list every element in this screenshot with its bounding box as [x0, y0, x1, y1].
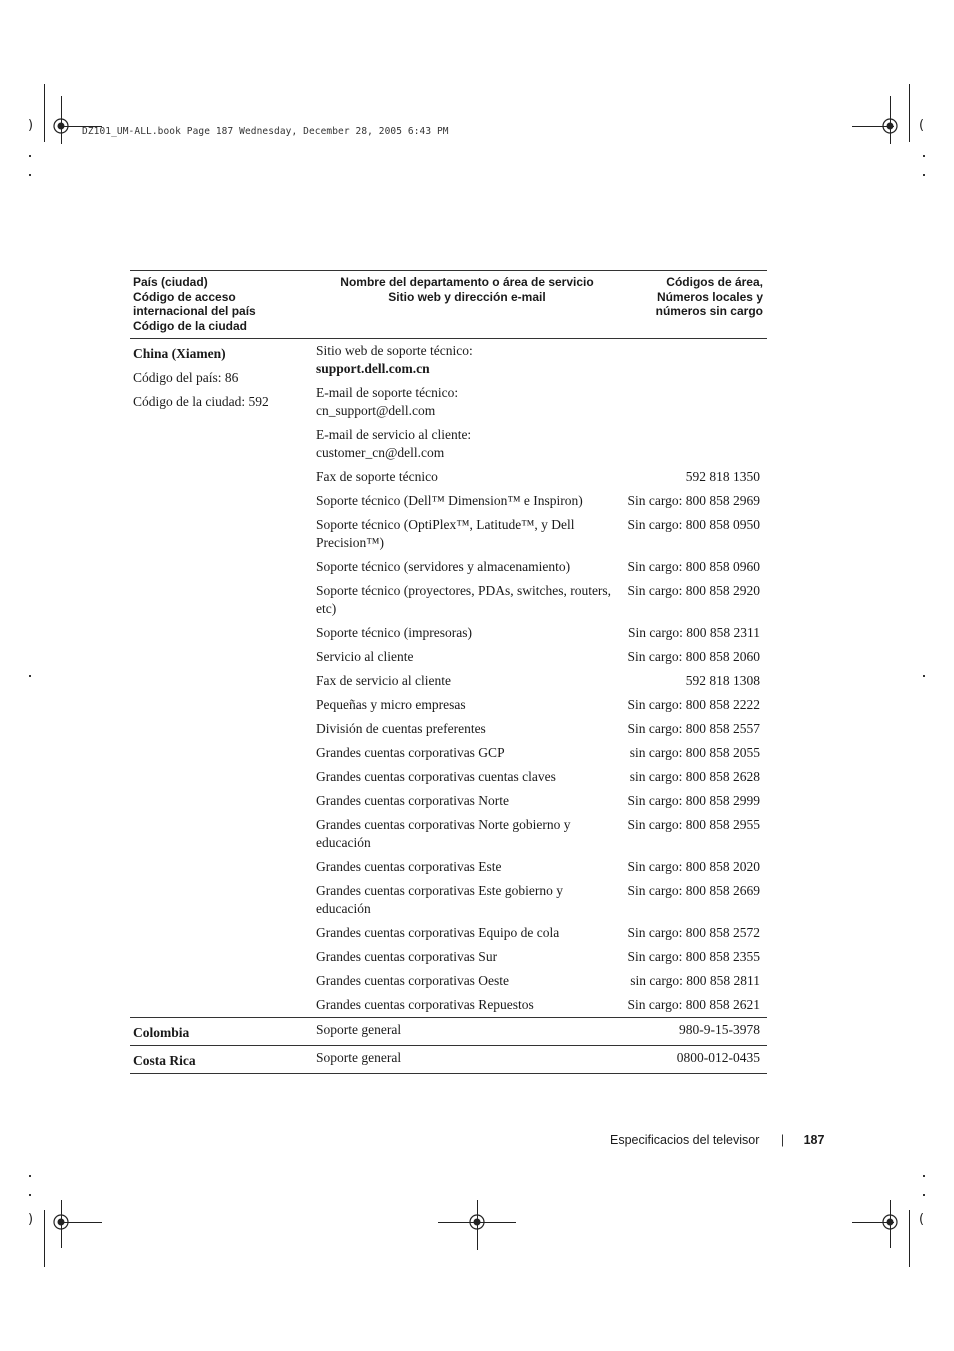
trim-dot: [923, 675, 925, 677]
service-cell: [313, 1049, 618, 1067]
phone-number: [618, 384, 767, 420]
table-row: [313, 423, 767, 465]
phone-number: Sin cargo: 800 858 2020: [627, 859, 760, 874]
phone-number: Sin cargo: 800 858 2920: [627, 583, 760, 598]
header-numbers: Códigos de área, Números locales y números sin cargo: [655, 275, 763, 318]
table-row: [313, 741, 767, 765]
country-cell: [130, 1018, 313, 1045]
table-row: [313, 555, 767, 579]
crop-mark: [909, 1210, 910, 1267]
phone-number: Sin cargo: 800 858 2355: [627, 949, 760, 964]
service-cell: [313, 384, 618, 420]
service-name: Soporte técnico (proyectores, PDAs, switches, routers, etc): [316, 583, 612, 616]
table-row: [313, 339, 767, 381]
service-name: E-mail de soporte técnico:: [316, 385, 459, 400]
service-rows: [313, 1046, 767, 1073]
registration-target-icon: [52, 1213, 70, 1231]
crop-mark: [909, 84, 910, 142]
phone-number: Sin cargo: 800 858 2969: [627, 493, 760, 508]
trim-dot: [29, 1194, 31, 1196]
service-cell: [313, 426, 618, 462]
header-country: País (ciudad) Código de acceso internacional del país Código de la ciudad: [133, 275, 256, 333]
table-row: [313, 669, 767, 693]
phone-number: Sin cargo: 800 858 2955: [627, 817, 760, 832]
service-name: Soporte general: [316, 1022, 402, 1037]
country-name: Colombia: [133, 1025, 190, 1040]
page-number: 187: [803, 1133, 825, 1147]
service-cell: [313, 558, 618, 576]
country-group: [130, 1018, 767, 1046]
service-cell: [313, 972, 618, 990]
service-name: Grandes cuentas corporativas cuentas claves: [316, 769, 556, 784]
phone-number: [618, 342, 767, 378]
phone-number: Sin cargo: 800 858 2311: [628, 625, 760, 640]
service-cell: [313, 672, 618, 690]
phone-number: sin cargo: 800 858 2628: [629, 769, 760, 784]
phone-number: Sin cargo: 800 858 2621: [627, 997, 760, 1012]
service-cell: [313, 948, 618, 966]
phone-number: Sin cargo: 800 858 2572: [627, 925, 760, 940]
table-header: [130, 270, 767, 339]
service-cell: [313, 744, 618, 762]
phone-number: Sin cargo: 800 858 2669: [627, 883, 760, 898]
service-cell: [313, 1021, 618, 1039]
service-cell: [313, 624, 618, 642]
table-row: [313, 489, 767, 513]
print-header: DZ101_UM-ALL.book Page 187 Wednesday, December 28, 2005 6:43 PM: [82, 126, 449, 137]
phone-number: Sin cargo: 800 858 2557: [627, 721, 760, 736]
registration-target-icon: [52, 117, 70, 135]
service-name: Grandes cuentas corporativas Equipo de cola: [316, 925, 560, 940]
country-cell: [130, 1046, 313, 1073]
service-name: Sitio web de soporte técnico:: [316, 343, 473, 358]
service-cell: [313, 492, 618, 510]
service-contact: cn_support@dell.com: [316, 403, 436, 418]
trim-dot: [29, 174, 31, 176]
table-row: [313, 717, 767, 741]
service-cell: [313, 768, 618, 786]
service-cell: [313, 582, 618, 618]
contact-table: [130, 270, 767, 1074]
service-name: Fax de soporte técnico: [316, 469, 438, 484]
service-name: Soporte técnico (Dell™ Dimension™ e Inspiron): [316, 493, 583, 508]
service-name: Grandes cuentas corporativas Norte: [316, 793, 510, 808]
registration-target-icon: [881, 1213, 899, 1231]
service-name: División de cuentas preferentes: [316, 721, 486, 736]
service-name: Pequeñas y micro empresas: [316, 697, 466, 712]
table-row: [313, 789, 767, 813]
country-group: [130, 1046, 767, 1074]
service-name: Soporte técnico (servidores y almacenamiento): [316, 559, 571, 574]
service-rows: [313, 339, 767, 1017]
service-cell: [313, 720, 618, 738]
registration-bracket-icon: (: [919, 1212, 925, 1227]
service-contact: support.dell.com.cn: [316, 361, 430, 376]
table-row: [313, 879, 767, 921]
table-row: [313, 921, 767, 945]
phone-number: Sin cargo: 800 858 2222: [627, 697, 760, 712]
service-cell: [313, 792, 618, 810]
table-row: [313, 855, 767, 879]
crop-mark: [44, 1210, 45, 1267]
service-name: Grandes cuentas corporativas GCP: [316, 745, 505, 760]
table-row: [313, 693, 767, 717]
phone-number: 592 818 1350: [685, 469, 760, 484]
phone-number: Sin cargo: 800 858 2999: [627, 793, 760, 808]
phone-number: sin cargo: 800 858 2055: [629, 745, 760, 760]
service-name: E-mail de servicio al cliente:: [316, 427, 472, 442]
phone-number: Sin cargo: 800 858 2060: [627, 649, 760, 664]
trim-dot: [923, 1194, 925, 1196]
service-name: Grandes cuentas corporativas Este: [316, 859, 502, 874]
country-name: China (Xiamen): [133, 346, 226, 361]
country-code: Código del país: 86: [133, 370, 239, 385]
table-row: [313, 621, 767, 645]
header-service: Nombre del departamento o área de servicio Sitio web y dirección e-mail: [340, 275, 594, 304]
table-row: [313, 969, 767, 993]
service-name: Soporte técnico (impresoras): [316, 625, 472, 640]
service-name: Grandes cuentas corporativas Sur: [316, 949, 498, 964]
phone-number: 592 818 1308: [685, 673, 760, 688]
service-name: Fax de servicio al cliente: [316, 673, 451, 688]
table-row: [313, 765, 767, 789]
trim-dot: [923, 1175, 925, 1177]
table-row: [313, 579, 767, 621]
trim-dot: [29, 1175, 31, 1177]
footer-separator: |: [780, 1133, 785, 1147]
footer-section-title: Especificacios del televisor: [610, 1133, 760, 1147]
crop-mark: [44, 84, 45, 142]
service-name: Grandes cuentas corporativas Este gobierno y educación: [316, 883, 564, 916]
service-name: Grandes cuentas corporativas Repuestos: [316, 997, 534, 1012]
phone-number: [618, 426, 767, 462]
phone-number: 980-9-15-3978: [679, 1022, 760, 1037]
service-name: Servicio al cliente: [316, 649, 414, 664]
phone-number: Sin cargo: 800 858 0950: [627, 517, 760, 532]
service-cell: [313, 516, 618, 552]
service-cell: [313, 696, 618, 714]
registration-target-icon: [881, 117, 899, 135]
table-row: [313, 513, 767, 555]
table-row: [313, 1046, 767, 1070]
trim-dot: [923, 155, 925, 157]
registration-bracket-icon: ): [28, 1212, 34, 1227]
service-rows: [313, 1018, 767, 1045]
service-name: Grandes cuentas corporativas Oeste: [316, 973, 510, 988]
table-row: [313, 813, 767, 855]
table-row: [313, 993, 767, 1017]
table-row: [313, 381, 767, 423]
trim-dot: [29, 155, 31, 157]
city-code: Código de la ciudad: 592: [133, 394, 269, 409]
table-body: [130, 339, 767, 1074]
country-name: Costa Rica: [133, 1053, 196, 1068]
service-cell: [313, 882, 618, 918]
service-cell: [313, 468, 618, 486]
service-contact: customer_cn@dell.com: [316, 445, 445, 460]
registration-bracket-icon: (: [919, 118, 925, 133]
table-row: [313, 945, 767, 969]
phone-number: Sin cargo: 800 858 0960: [627, 559, 760, 574]
service-name: Grandes cuentas corporativas Norte gobierno y educación: [316, 817, 571, 850]
table-row: [313, 1018, 767, 1042]
trim-dot: [29, 675, 31, 677]
service-cell: [313, 342, 618, 378]
country-group: [130, 339, 767, 1018]
page-footer: [610, 1133, 824, 1147]
service-cell: [313, 858, 618, 876]
table-row: [313, 645, 767, 669]
service-cell: [313, 648, 618, 666]
registration-bracket-icon: ): [28, 118, 34, 133]
phone-number: 0800-012-0435: [676, 1050, 760, 1065]
service-name: Soporte técnico (OptiPlex™, Latitude™, y Dell Precision™): [316, 517, 575, 550]
registration-target-icon: [468, 1213, 486, 1231]
service-cell: [313, 816, 618, 852]
service-cell: [313, 924, 618, 942]
trim-dot: [923, 174, 925, 176]
service-name: Soporte general: [316, 1050, 402, 1065]
country-cell: [130, 339, 313, 1017]
table-row: [313, 465, 767, 489]
phone-number: sin cargo: 800 858 2811: [630, 973, 760, 988]
service-cell: [313, 996, 618, 1014]
